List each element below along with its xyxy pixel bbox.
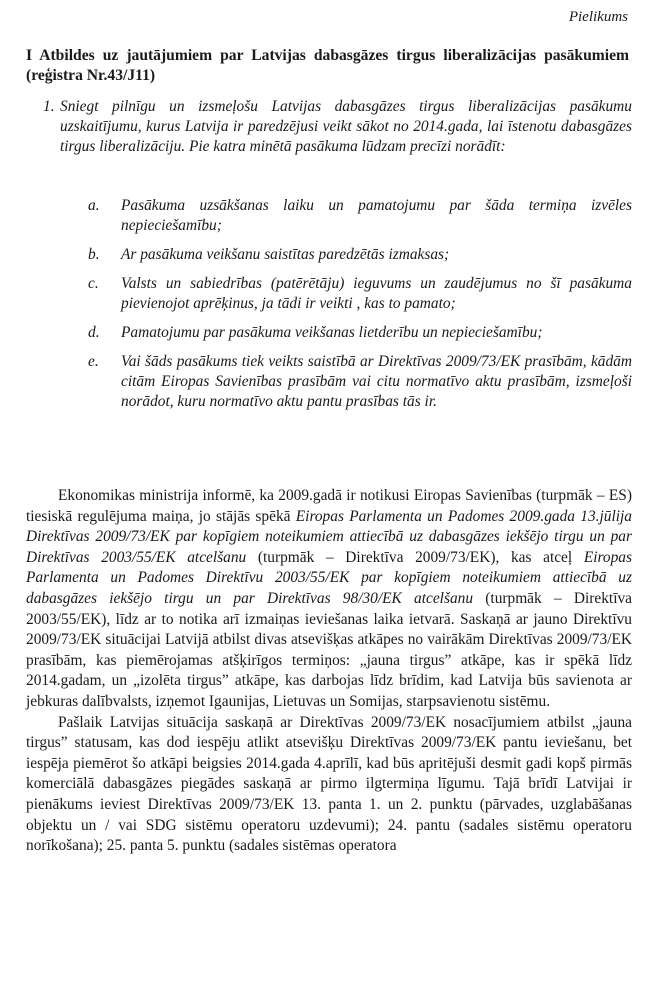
subitem-text: Ar pasākuma veikšanu saistītas paredzētās izmaksas;: [121, 246, 450, 263]
subitem-text: Vai šāds pasākums tiek veikts saistībā ar Direktīvas 2009/73/EK prasībām, kādām citām Eiropas Savienības prasībām vai citu normatīvo aktu prasībām, izsmeļoši norādot, kuru normatīvo aktu pantu prasības tās ir.: [121, 353, 632, 410]
question-subitems: [88, 196, 632, 412]
subitem-text: Pamatojumu par pasākuma veikšanas lietderību un nepieciešamību;: [121, 324, 543, 341]
subitem-letter: c.: [88, 275, 99, 292]
subitem-text: Pasākuma uzsākšanas laiku un pamatojumu par šāda termiņa izvēles nepieciešamību;: [121, 197, 632, 234]
subitem-letter: b.: [88, 246, 100, 263]
subitem-letter: d.: [88, 324, 100, 341]
directive-title: Eiropas Parlamenta un Padomes 2009.gada 13.jūlija Direktīvas 2009/73/EK par kopīgiem noteikumiem attiecībā uz dabasgāzes iekšējo tirgu un par Direktīvas 2003/55/EK atcelšanu: [26, 507, 632, 566]
question-text: Sniegt pilnīgu un izsmeļošu Latvijas dabasgāzes tirgus liberalizācijas pasākumu uzskaitījumu, kurus Latvija ir paredzējusi veikt sākot no 2014.gada, lai īstenotu dabasgāzes tirgus liberalizāciju. Pie katra minētā pasākuma lūdzam precīzi norādīt:: [60, 98, 632, 155]
subitem-letter: a.: [88, 197, 100, 214]
answer-paragraph-2: Pašlaik Latvijas situācija saskaņā ar Direktīvas 2009/73/EK nosacījumiem atbilst „jauna tirgus” statusam, kas dod iespēju atlikt atsevišķu Direktīvas 2009/73/EK pantu ieviešanu, bet iespēja piemērot šo atkāpi beigsies 2014.gada 4.aprīlī, kad būs apritējuši desmit gadi kopš pirmās komerciālā dabasgāzes piegādes saskaņā ar pirmo ilgtermiņa līgumu. Tajā brīdī Latvijai ir pienākums ieviest Direktīvas 2009/73/EK 13. panta 1. un 2. punktu (pārvades, uzglabāšanas objektu un / vai SDG sistēmu operatoru uzdevumi); 24. pantu (sadales sistēmu operatoru norīkošana); 25. panta 5. punktu (sadales sistēmas operatora: [26, 713, 632, 855]
subitem-a: [88, 196, 632, 236]
subitem-d: [88, 323, 632, 343]
answer-body: [26, 486, 632, 857]
directive-title: Eiropas Parlamenta un Padomes Direktīvu 2003/55/EK par kopīgiem noteikumiem attiecībā uz dabasgāzes iekšējo tirgu un par Direktīvas 98/30/EK atcelšanu: [26, 548, 632, 607]
subitem-text: Valsts un sabiedrības (patērētāju) ieguvums un zaudējumus no šī pasākuma pievienojot aprēķinus, ja tādi ir veikti , kas to pamato;: [121, 275, 632, 312]
subitem-e: [88, 352, 632, 412]
section-heading: I Atbildes uz jautājumiem par Latvijas dabasgāzes tirgus liberalizācijas pasākumiem (reģistra Nr.43/J11): [26, 47, 629, 84]
paragraph-text: Ekonomikas ministrija informē, ka 2009.gadā ir notikusi Eiropas Savienības (turpmāk – ES) tiesiskā regulējuma maiņa, jo stājās spēkā: [26, 487, 632, 525]
paragraph-text: (turpmāk – Direktīva 2009/73/EK), kas atceļ: [246, 548, 584, 566]
appendix-label: Pielikums: [568, 9, 628, 25]
subitem-c: [88, 274, 632, 314]
subitem-b: [88, 245, 632, 265]
subitem-letter: e.: [88, 353, 99, 370]
paragraph-text: (turpmāk – Direktīva 2003/55/EK), līdz ar to notika arī izmaiņas ieviešanas laika ietvarā. Saskaņā ar jauno Direktīvu 2009/73/EK situācijai Latvijā atbilst divas atsevišķas atkāpes no vairākām Direktīvas 2009/73/EK prasībām, kas piemērojamas atšķirīgos termiņos: „jauna tirgus” atkāpe, kas ir spēkā līdz 2014.gadam, un „izolēta tirgus” atkāpe, kas darbojas līdz brīdim, kad Latvija būs savienota ar jebkuras dalībvalsts, izņemot Igaunijas, Lietuvas un Somijas, starpsavienotu sistēmu.: [26, 589, 632, 710]
question-number: 1.: [43, 98, 55, 115]
question-1: [43, 97, 632, 156]
answer-paragraph-1: [26, 486, 632, 713]
